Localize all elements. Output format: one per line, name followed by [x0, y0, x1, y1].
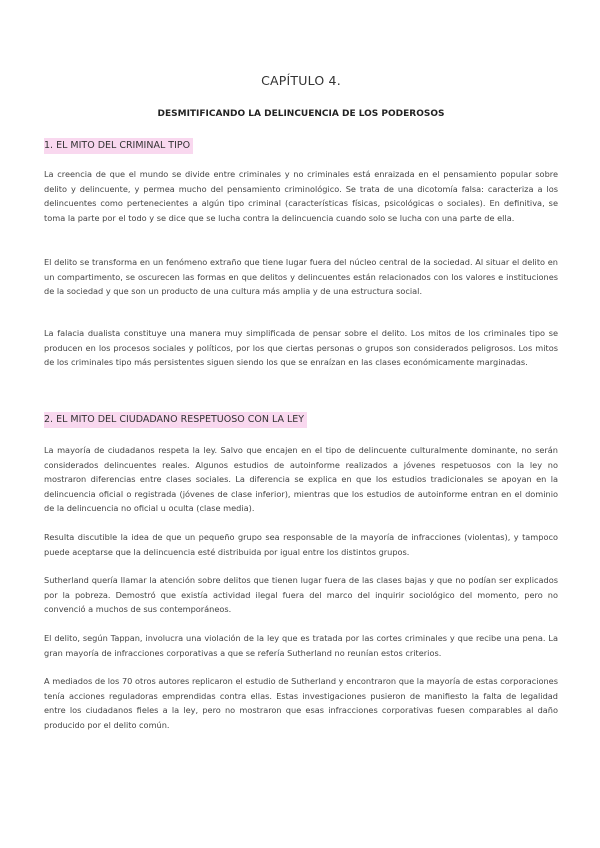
- paragraph-1-1: La creencia de que el mundo se divide entre criminales y no criminales está enraizada en el pensamiento popular sobre delito y delincuente, y permea mucho del pensamiento criminológico. Se trata de una dicotomía falsa: caracteriza a los delincuentes como pertenecientes a algún tipo criminal (características físicas, psicológicas o sociales). En definitiva, se toma la parte por el todo y se dice que se lucha contra la delincuencia cuando solo se lucha con una parte de ella.: [44, 169, 558, 223]
- paragraph-1-3: La falacia dualista constituye una manera muy simplificada de pensar sobre el delito. Los mitos de los criminales tipo se producen en los procesos sociales y políticos, por los que ciertas personas o grupos son considerados peligrosos. Los mitos de los criminales tipo más persistentes siguen siendo los que se enraízan en las clases económicamente marginadas.: [44, 328, 558, 368]
- document-page: [44, 0, 558, 848]
- chapter-subtitle: DESMITIFICANDO LA DELINCUENCIA DE LOS PODEROSOS: [157, 109, 445, 119]
- section-heading-1: 1. EL MITO DEL CRIMINAL TIPO: [44, 138, 193, 154]
- section-heading-2: 2. EL MITO DEL CIUDADANO RESPETUOSO CON LA LEY: [44, 412, 307, 428]
- paragraph-2-1: La mayoría de ciudadanos respeta la ley. Salvo que encajen en el tipo de delincuente culturalmente dominante, no serán considerados delincuentes reales. Algunos estudios de autoinforme realizados a jóvenes respetuosos con la ley no mostraron diferencias entre clases sociales. La diferencia se explica en que los estudios tradicionales se apoyan en la delincuencia oficial o registrada (jóvenes de clase inferior), mientras que los estudios de autoinforme entran en el dominio de la delincuencia no oficial u oculta (clase media).: [44, 445, 558, 514]
- paragraph-2-3: Sutherland quería llamar la atención sobre delitos que tienen lugar fuera de las clases bajas y que no podían ser explicados por la pobreza. Demostró que existía actividad ilegal fuera del marco del inquirir sociológico del momento, pero no convenció a muchos de sus contemporáneos.: [44, 575, 558, 615]
- paragraph-1-2: El delito se transforma en un fenómeno extraño que tiene lugar fuera del núcleo central de la sociedad. Al situar el delito en un compartimento, se oscurecen las formas en que delitos y delincuentes están relacionados con los valores e instituciones de la sociedad y que son un producto de una cultura más amplia y de una estructura social.: [44, 257, 558, 297]
- paragraph-2-4: El delito, según Tappan, involucra una violación de la ley que es tratada por las cortes criminales y que recibe una pena. La gran mayoría de infracciones corporativas a que se refería Sutherland no reunían estos criterios.: [44, 633, 558, 658]
- chapter-title: CAPÍTULO 4.: [261, 73, 341, 88]
- paragraph-2-2: Resulta discutible la idea de que un pequeño grupo sea responsable de la mayoría de infracciones (violentas), y tampoco puede aceptarse que la delincuencia esté distribuida por igual entre los distintos grupos.: [44, 532, 558, 557]
- paragraph-2-5: A mediados de los 70 otros autores replicaron el estudio de Sutherland y encontraron que la mayoría de estas corporaciones tenía acciones reguladoras emprendidas contra ellas. Estas investigaciones pusieron de manifiesto la falta de legalidad entre los ciudadanos fieles a la ley, pero no mostraron que esas infracciones corporativas fuesen comparables al daño producido por el delito común.: [44, 676, 558, 730]
